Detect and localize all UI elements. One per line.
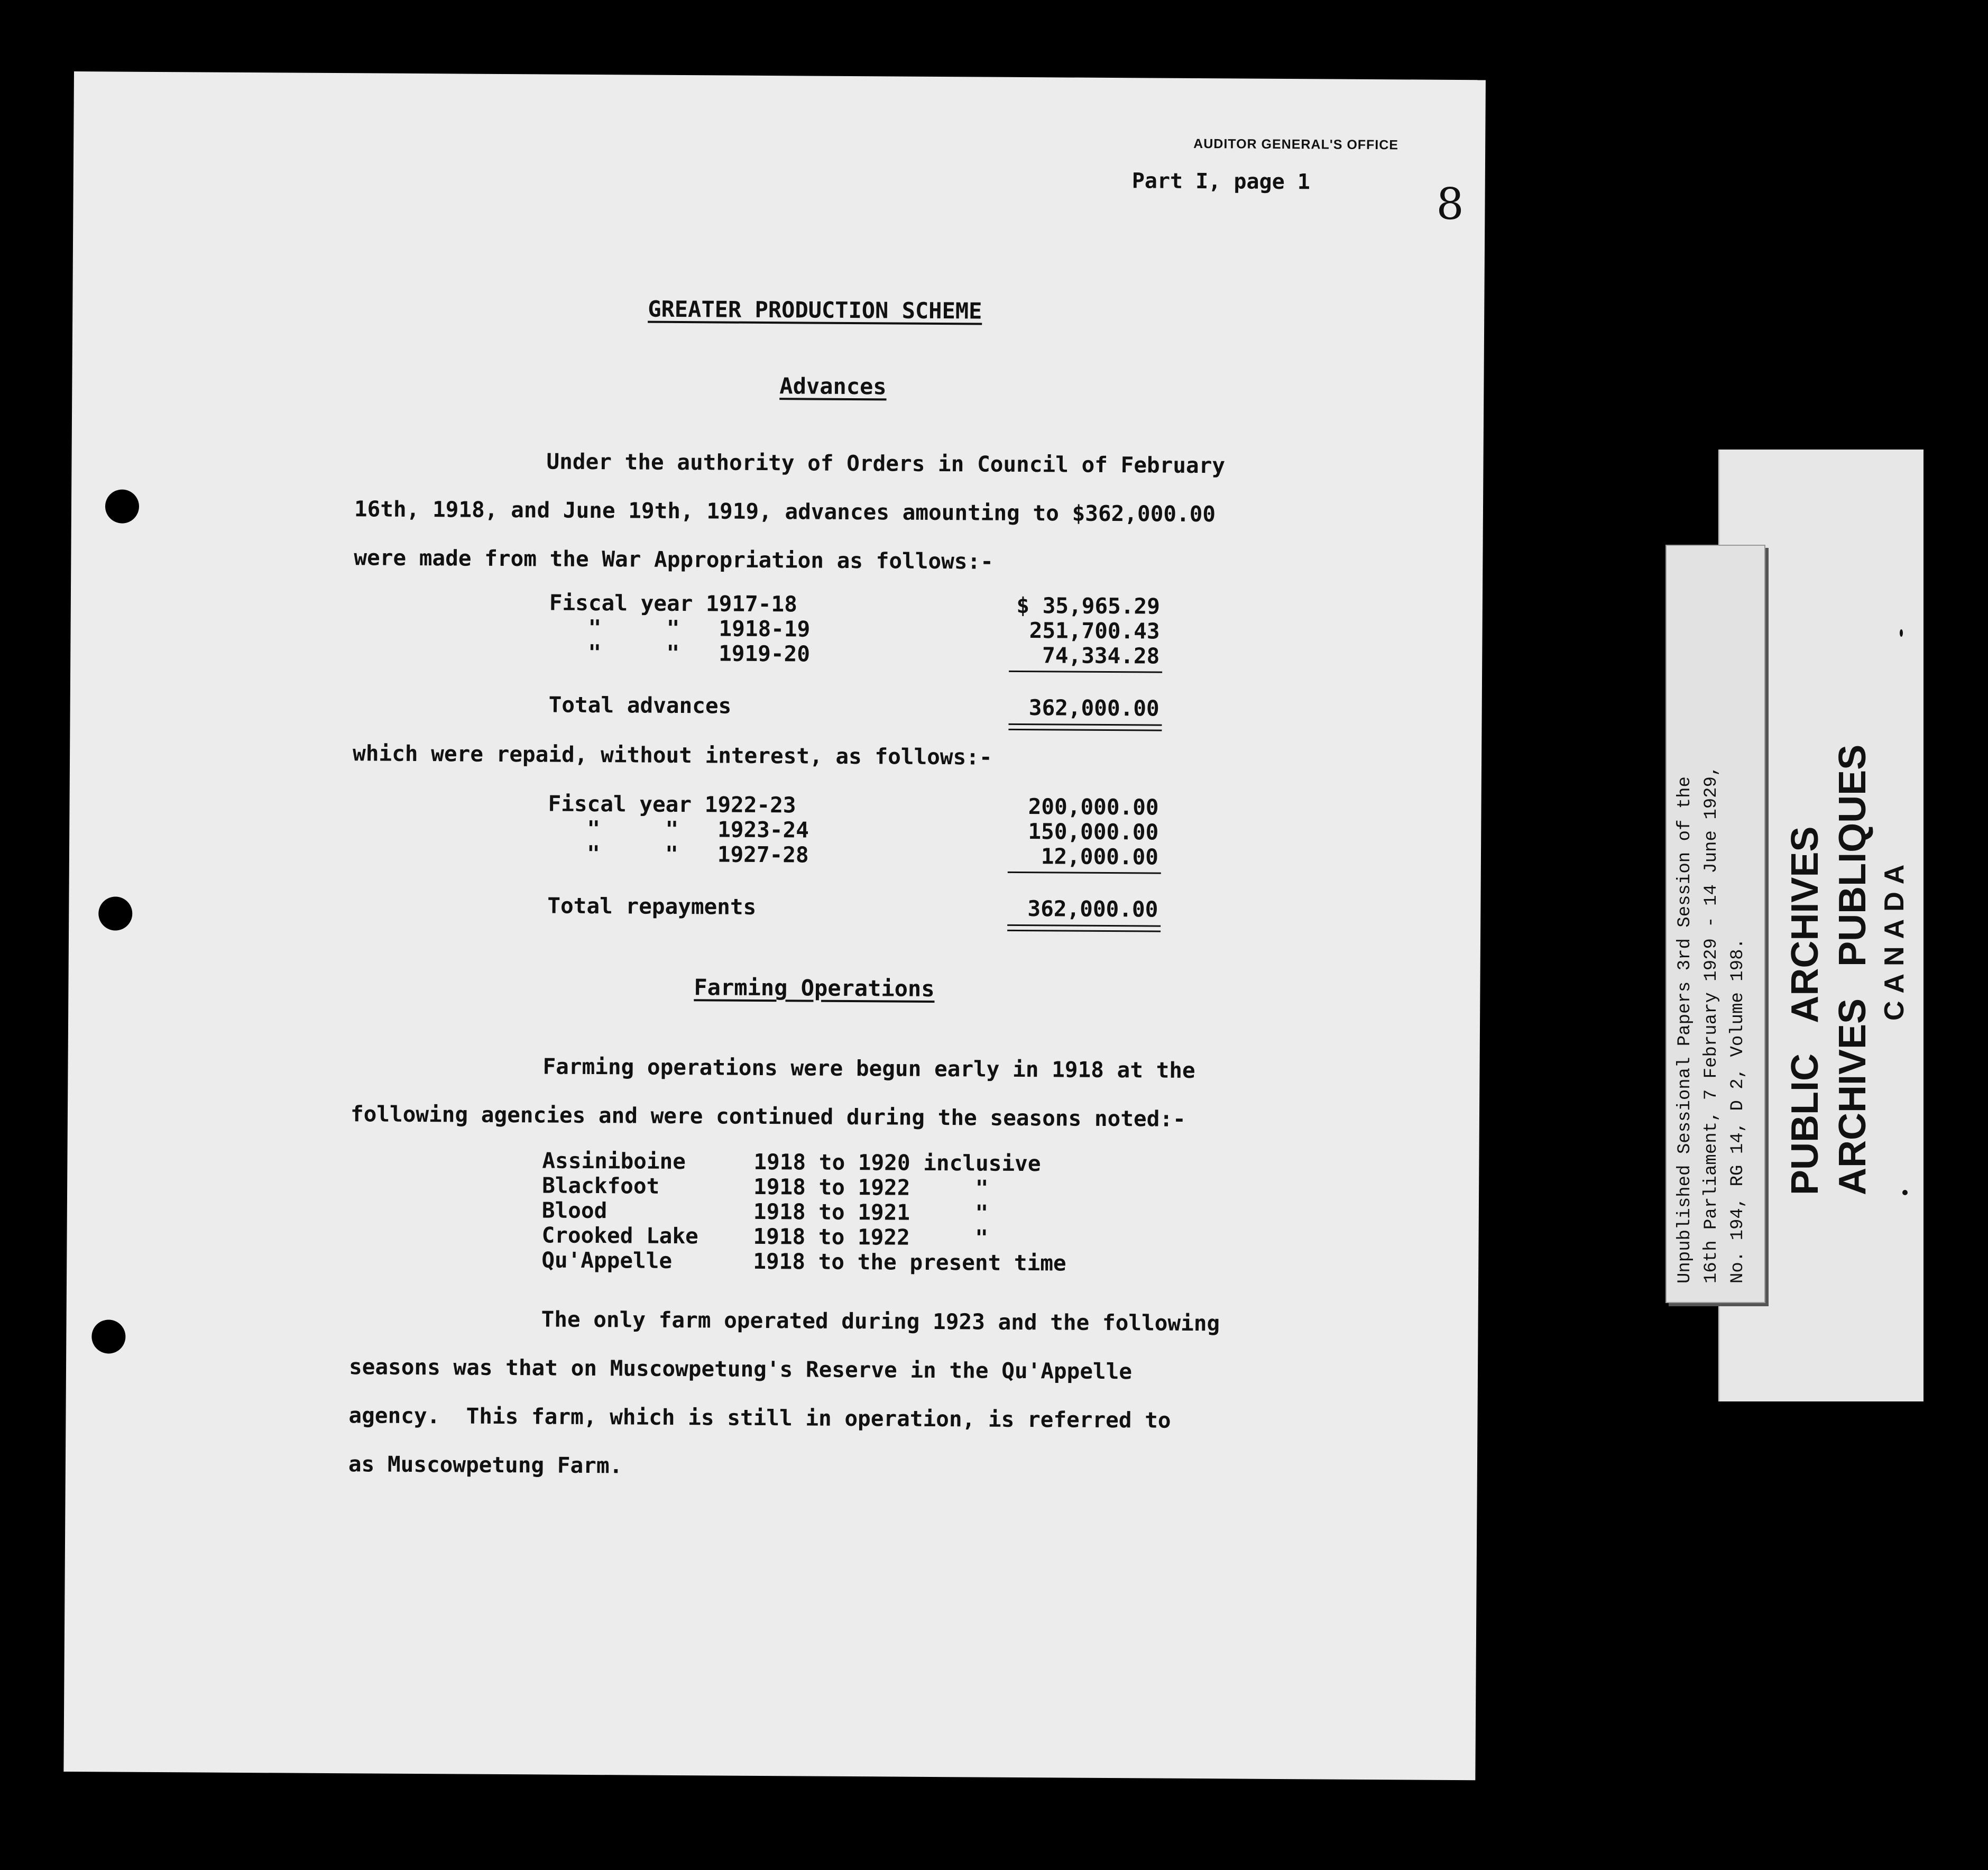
- archive-source-slip: [1665, 545, 1765, 1303]
- part-page-label: Part I, page 1: [1131, 169, 1311, 195]
- agency-name: Blackfoot: [542, 1172, 660, 1199]
- sum-rule: [1009, 671, 1162, 673]
- public-archives-text: PUBLIC ARCHIVES: [1784, 826, 1826, 1195]
- canada-text: CANADA: [1879, 857, 1910, 1021]
- speck: [1900, 629, 1903, 637]
- repayments-total-label: Total repayments: [547, 893, 757, 920]
- agency-name: Crooked Lake: [541, 1222, 698, 1249]
- advances-intro-line: Under the authority of Orders in Council of February: [546, 448, 1226, 479]
- office-header: AUDITOR GENERAL'S OFFICE: [1193, 136, 1399, 153]
- agency-period: 1918 to 1921 ": [753, 1198, 989, 1226]
- closing-line: seasons was that on Muscowpetung's Reserve in the Qu'Appelle: [348, 1354, 1133, 1385]
- repayment-row-amount: 150,000.00: [1028, 819, 1159, 845]
- repayment-row-amount: 200,000.00: [1028, 794, 1159, 820]
- document-page: [63, 71, 1486, 1780]
- agency-name: Assiniboine: [542, 1148, 686, 1175]
- agency-name: Blood: [541, 1197, 608, 1224]
- page-number: 8: [1436, 179, 1464, 230]
- speck: [1902, 1190, 1908, 1195]
- farming-intro-line: following agencies and were continued during the seasons noted:-: [350, 1101, 1186, 1132]
- advance-row-amount: 251,700.43: [1029, 618, 1160, 644]
- repayment-row-label: " " 1923-24: [548, 815, 809, 843]
- double-rule: [1008, 729, 1162, 731]
- repayment-row-label: " " 1927-28: [547, 840, 809, 868]
- farming-intro-line: Farming operations were begun early in 1918 at the: [542, 1053, 1195, 1083]
- punch-hole: [105, 489, 139, 523]
- advances-intro-line: were made from the War Appropriation as follows:-: [354, 545, 994, 574]
- source-line: 16th Parliament, 7 February 1929 - 14 June 1929,: [1701, 765, 1722, 1284]
- agency-period: 1918 to 1920 inclusive: [753, 1149, 1041, 1177]
- source-line: Unpublished Sessional Papers 3rd Session of the: [1675, 776, 1695, 1284]
- advance-row-amount: $ 35,965.29: [1016, 592, 1161, 619]
- agency-period: 1918 to the present time: [753, 1248, 1066, 1276]
- closing-line: agency. This farm, which is still in operation, is referred to: [348, 1402, 1171, 1433]
- document-title: GREATER PRODUCTION SCHEME: [648, 296, 982, 324]
- sum-rule: [1008, 872, 1161, 874]
- agency-period: 1918 to 1922 ": [753, 1223, 989, 1251]
- closing-line: The only farm operated during 1923 and the following: [541, 1306, 1220, 1336]
- repayment-row-label: Fiscal year 1922-23: [548, 791, 796, 818]
- repayments-total-amount: 362,000.00: [1027, 896, 1158, 922]
- advance-row-label: " " 1918-19: [549, 615, 811, 642]
- repayments-intro: which were repaid, without interest, as follows:-: [352, 740, 992, 770]
- advances-total-amount: 362,000.00: [1028, 695, 1159, 721]
- advances-intro-line: 16th, 1918, and June 19th, 1919, advances amounting to $362,000.00: [354, 496, 1216, 527]
- farming-heading: Farming Operations: [694, 974, 935, 1002]
- repayment-row-amount: 12,000.00: [1041, 844, 1159, 870]
- advances-total-label: Total advances: [548, 692, 732, 719]
- advance-row-label: Fiscal year 1917-18: [549, 590, 798, 617]
- agency-name: Qu'Appelle: [541, 1247, 673, 1273]
- double-rule: [1007, 930, 1161, 932]
- advances-heading: Advances: [779, 373, 887, 400]
- advance-row-label: " " 1919-20: [549, 639, 811, 667]
- double-rule: [1008, 723, 1162, 726]
- archives-publiques-text: ARCHIVES PUBLIQUES: [1831, 744, 1874, 1195]
- punch-hole: [91, 1319, 125, 1353]
- advance-row-amount: 74,334.28: [1042, 643, 1160, 669]
- agency-period: 1918 to 1922 ": [753, 1174, 989, 1201]
- double-rule: [1007, 924, 1161, 927]
- source-line: No. 194, RG 14, D 2, Volume 198.: [1728, 938, 1748, 1284]
- punch-hole: [98, 896, 132, 930]
- closing-line: as Muscowpetung Farm.: [348, 1451, 623, 1479]
